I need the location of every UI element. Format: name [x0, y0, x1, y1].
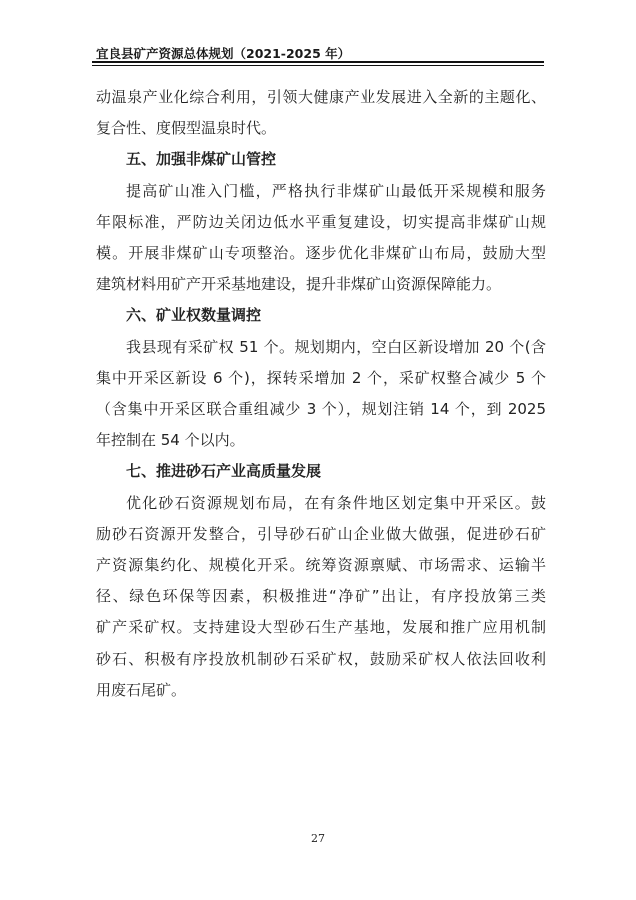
section-7-line-1: 优化砂石资源规划布局，在有条件地区划定集中开采区。鼓	[126, 493, 546, 512]
section-5-line-3: 模。开展非煤矿山专项整治。逐步优化非煤矿山布局，鼓励大型	[96, 244, 546, 263]
header-rule-thin	[92, 65, 544, 66]
intro-line-2: 复合性、度假型温泉时代。	[96, 119, 277, 138]
intro-line-1: 动温泉产业化综合利用，引领大健康产业发展进入全新的主题化、	[96, 88, 546, 106]
page-number: 27	[311, 832, 325, 845]
header-rule-thick	[92, 61, 544, 63]
section-6-line-4: 年控制在 54 个以内。	[96, 431, 245, 450]
section-7-line-2: 励砂石资源开发整合，引导砂石矿山企业做大做强，促进砂石矿	[96, 524, 546, 543]
section-5-line-1: 提高矿山准入门槛，严格执行非煤矿山最低开采规模和服务	[126, 181, 546, 200]
section-6-line-1: 我县现有采矿权 51 个。规划期内，空白区新设增加 20 个(含	[126, 337, 546, 356]
section-7-line-4: 径、绿色环保等因素，积极推进“净矿”出让，有序投放第三类	[96, 587, 546, 606]
section-6-line-2: 集中开采区新设 6 个)，探转采增加 2 个，采矿权整合减少 5 个	[96, 368, 546, 387]
section-5-heading: 五、加强非煤矿山管控	[126, 150, 277, 169]
running-header-title: 宜良县矿产资源总体规划（2021-2025 年）	[96, 46, 351, 61]
section-7-heading: 七、推进砂石产业高质量发展	[126, 462, 322, 481]
section-7-line-3: 产资源集约化、规模化开采。统筹资源禀赋、市场需求、运输半	[96, 556, 546, 575]
section-6-heading: 六、矿业权数量调控	[126, 306, 262, 325]
section-7-line-6: 砂石、积极有序投放机制砂石采矿权，鼓励采矿权人依法回收利	[96, 649, 546, 668]
section-5-line-4: 建筑材料用矿产开采基地建设，提升非煤矿山资源保障能力。	[96, 275, 502, 294]
section-5-line-2: 年限标准，严防边关闭边低水平重复建设，切实提高非煤矿山规	[96, 212, 546, 231]
section-7-line-5: 矿产采矿权。支持建设大型砂石生产基地，发展和推广应用机制	[96, 618, 546, 637]
section-6-line-3: （含集中开采区联合重组减少 3 个），规划注销 14 个，到 2025	[96, 400, 546, 419]
document-body	[96, 82, 546, 706]
section-7-line-7: 用废石尾矿。	[96, 680, 187, 699]
